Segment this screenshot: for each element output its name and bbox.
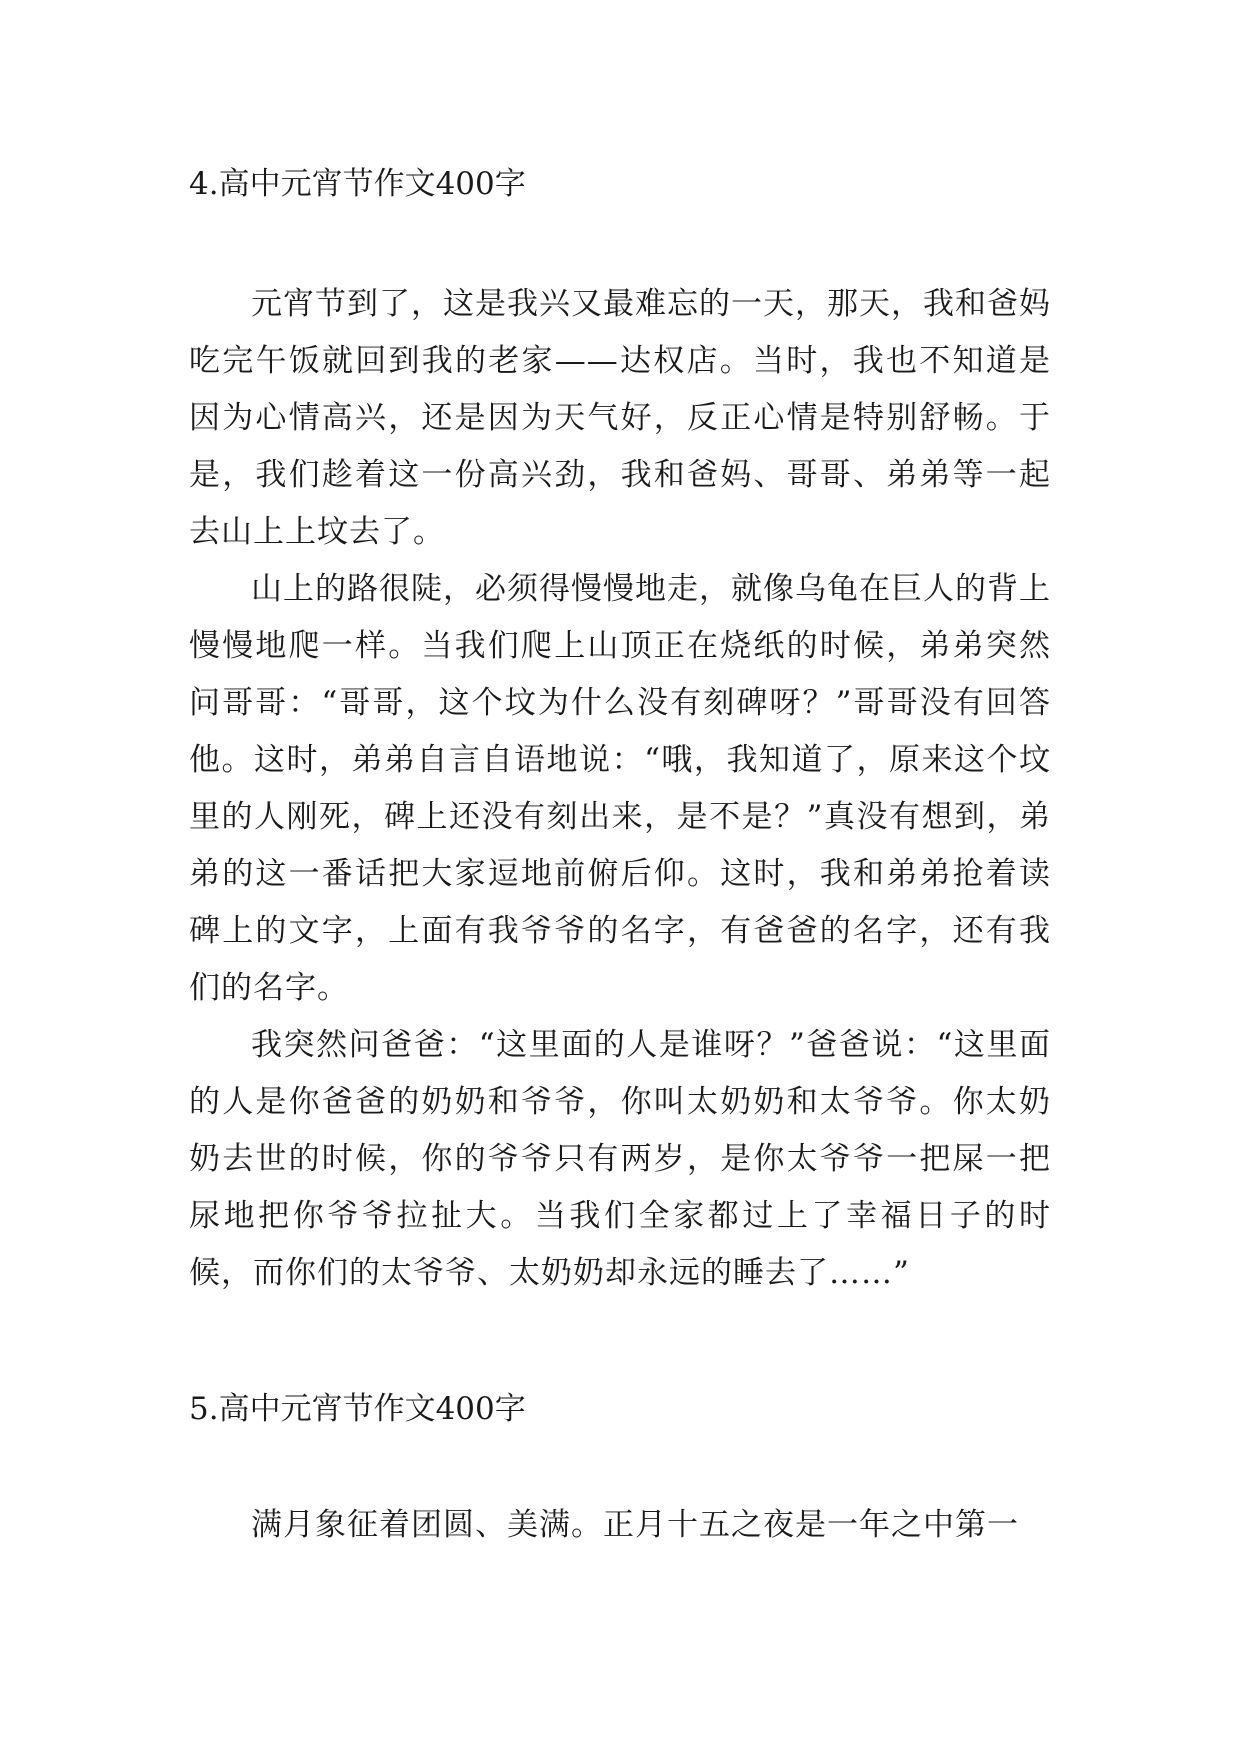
essay-5-paragraph-1: 满月象征着团圆、美满。正月十五之夜是一年之中第一 [251, 1507, 1019, 1543]
essay-4-paragraph-1: 元宵节到了，这是我兴又最难忘的一天，那天，我和爸妈吃完午饭就回到我的老家——达权店。当时，我也不知道是因为心情高兴，还是因为天气好，反正心情是特别舒畅。于是，我们趁着这一份高兴劲，我和爸妈、哥哥、弟弟等一起去山上上坟去了。 [189, 286, 1051, 550]
essay-5-heading: 5.高中元宵节作文400字 [189, 1391, 526, 1427]
essay-4-body [189, 276, 1051, 1302]
essay-4-heading: 4.高中元宵节作文400字 [189, 166, 526, 202]
essay-5-body [189, 1497, 1051, 1554]
essay-4-paragraph-2: 山上的路很陡，必须得慢慢地走，就像乌龟在巨人的背上慢慢地爬一样。当我们爬上山顶正在烧纸的时候，弟弟突然问哥哥：“哥哥，这个坟为什么没有刻碑呀？”哥哥没有回答他。这时，弟弟自言自语地说：“哦，我知道了，原来这个坟里的人刚死，碑上还没有刻出来，是不是？”真没有想到，弟弟的这一番话把大家逗地前俯后仰。这时，我和弟弟抢着读碑上的文字，上面有我爷爷的名字，有爸爸的名字，还有我们的名字。 [189, 571, 1051, 1006]
essay-4-paragraph-3: 我突然问爸爸：“这里面的人是谁呀？”爸爸说：“这里面的人是你爸爸的奶奶和爷爷，你叫太奶奶和太爷爷。你太奶奶去世的时候，你的爷爷只有两岁，是你太爷爷一把屎一把尿地把你爷爷拉扯大。当我们全家都过上了幸福日子的时候，而你们的太爷爷、太奶奶却永远的睡去了……” [189, 1027, 1051, 1291]
